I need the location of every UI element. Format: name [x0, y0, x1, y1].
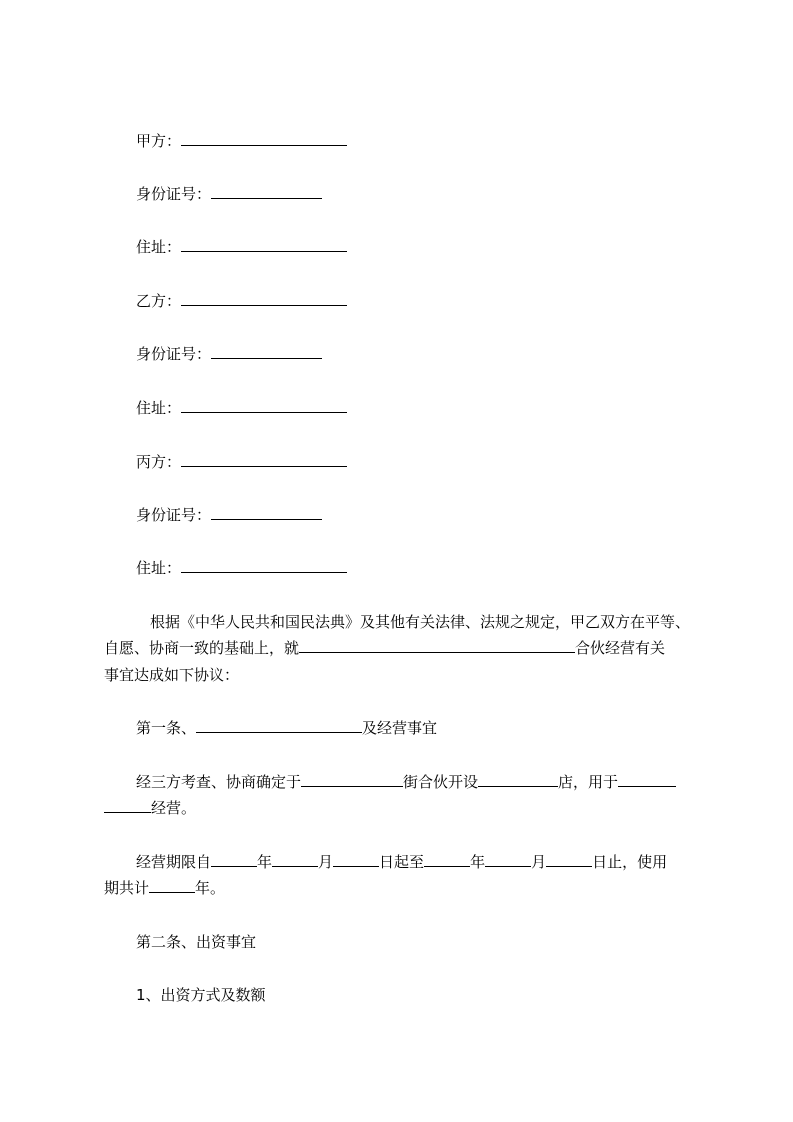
term-line-2: [104, 878, 225, 898]
street-field[interactable]: [301, 772, 403, 787]
term-month-1: 月: [318, 853, 334, 871]
party-b-id-field[interactable]: [211, 344, 322, 359]
business-location-line-1: [136, 772, 676, 792]
party-c-label: 丙方：: [136, 453, 182, 471]
term-total-label: 期共计: [104, 879, 150, 897]
business-location-line-2: [104, 798, 196, 818]
start-month-field[interactable]: [272, 852, 318, 867]
party-a-label: 甲方：: [136, 132, 182, 150]
business-location-text-d: 经营。: [151, 799, 197, 817]
party-c-address-line: [136, 558, 347, 578]
business-location-text-a: 经三方考查、协商确定于: [136, 773, 302, 791]
end-month-field[interactable]: [485, 852, 531, 867]
party-b-name-field[interactable]: [181, 291, 347, 306]
party-b-address-line: [136, 398, 347, 418]
business-location-text-b: 街合伙开设: [403, 773, 479, 791]
end-year-field[interactable]: [424, 852, 470, 867]
party-c-address-label: 住址：: [136, 559, 182, 577]
party-b-line: [136, 291, 347, 311]
business-location-text-c: 店，用于: [558, 773, 619, 791]
party-a-id-line: [136, 184, 322, 204]
term-text-a: 经营期限自: [136, 853, 212, 871]
start-year-field[interactable]: [211, 852, 257, 867]
party-c-address-field[interactable]: [181, 558, 347, 573]
party-a-id-label: 身份证号：: [136, 185, 212, 203]
business-purpose-field[interactable]: [618, 772, 676, 787]
party-a-address-label: 住址：: [136, 238, 182, 256]
party-b-label: 乙方：: [136, 292, 182, 310]
end-day-field[interactable]: [546, 852, 592, 867]
article-1-prefix: 第一条、: [136, 719, 197, 737]
preamble-line-2-text: 自愿、协商一致的基础上，就: [104, 639, 300, 657]
start-day-field[interactable]: [333, 852, 379, 867]
business-purpose-field-cont[interactable]: [104, 798, 151, 813]
party-b-address-field[interactable]: [181, 398, 347, 413]
party-c-name-field[interactable]: [181, 452, 347, 467]
preamble-line-2-suffix: 合伙经营有关: [575, 639, 666, 657]
shop-name-field[interactable]: [478, 772, 558, 787]
preamble-line-2: [104, 638, 665, 658]
term-month-2: 月: [531, 853, 547, 871]
party-c-id-line: [136, 505, 322, 525]
party-b-id-line: [136, 344, 322, 364]
term-line-1: [136, 852, 667, 872]
party-b-address-label: 住址：: [136, 399, 182, 417]
term-year-1: 年: [257, 853, 273, 871]
item-1-heading: 1、出资方式及数额: [136, 986, 266, 1004]
party-a-name-field[interactable]: [181, 131, 347, 146]
term-year-2: 年: [470, 853, 486, 871]
party-a-address-line: [136, 237, 347, 257]
project-name-field[interactable]: [299, 638, 575, 653]
party-c-id-label: 身份证号：: [136, 506, 212, 524]
party-c-line: [136, 452, 347, 472]
party-c-id-field[interactable]: [211, 505, 322, 520]
term-day-until: 日止，使用: [592, 853, 668, 871]
preamble-line-3: 事宜达成如下协议：: [104, 666, 240, 684]
party-b-id-label: 身份证号：: [136, 345, 212, 363]
party-a-id-field[interactable]: [211, 184, 322, 199]
total-years-field[interactable]: [149, 878, 195, 893]
party-a-address-field[interactable]: [181, 237, 347, 252]
article-1-field[interactable]: [196, 718, 362, 733]
article-2-heading: 第二条、出资事宜: [136, 933, 257, 951]
preamble-line-1: 根据《中华人民共和国民法典》及其他有关法律、法规之规定，甲乙双方在平等、: [150, 613, 691, 631]
term-day-from: 日起至: [379, 853, 425, 871]
article-1-suffix: 及经营事宜: [362, 719, 438, 737]
term-total-year: 年。: [195, 879, 226, 897]
party-a-line: [136, 131, 347, 151]
article-1-heading: [136, 718, 437, 738]
